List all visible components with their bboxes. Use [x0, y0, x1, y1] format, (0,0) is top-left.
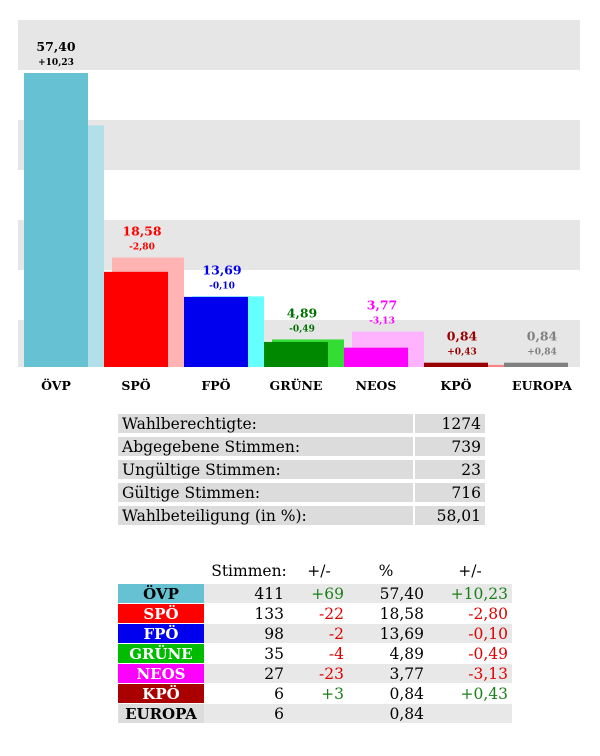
- pct-diff-cell: -0,49: [468, 644, 508, 663]
- pct-cell: 3,77: [344, 664, 428, 683]
- table-row: [118, 704, 512, 723]
- votes-cell: 411: [204, 584, 294, 603]
- results-table: [118, 558, 512, 724]
- header-pct-diff: +/-: [458, 562, 482, 580]
- votes-diff-cell: +3: [321, 684, 344, 703]
- party-name-cell: GRÜNE: [118, 644, 204, 663]
- stats-row: [118, 506, 485, 525]
- tick-label: EUROPA: [512, 378, 572, 393]
- bar-current: [424, 363, 488, 367]
- votes-cell: 133: [254, 604, 284, 623]
- change-label: +10,23: [38, 58, 74, 68]
- tick-label: GRÜNE: [269, 378, 323, 393]
- pct-diff-cell: -0,10: [428, 624, 512, 643]
- bar-current: [184, 297, 248, 367]
- stats-label: Wahlbeteiligung (in %):: [118, 506, 413, 525]
- stats-label: Ungültige Stimmen:: [118, 460, 413, 479]
- change-label: -0,49: [289, 324, 315, 335]
- pct-cell: 0,84: [389, 684, 424, 703]
- data-label: 13,69: [202, 262, 242, 278]
- bar-current: [504, 363, 568, 367]
- table-row: [118, 584, 512, 603]
- votes-diff-cell: -22: [319, 604, 344, 623]
- grid-band: [18, 20, 580, 70]
- stats-value: 1274: [415, 414, 485, 433]
- stats-table: [118, 410, 485, 529]
- bar-current: [24, 73, 88, 367]
- votes-cell: 98: [204, 624, 294, 643]
- tick-label: SPÖ: [121, 378, 151, 393]
- party-name-cell: KPÖ: [118, 684, 204, 703]
- data-label: 0,84: [446, 328, 478, 344]
- change-label: +0,84: [527, 347, 557, 358]
- pct-diff-cell: +0,43: [460, 684, 508, 703]
- votes-diff-cell: [294, 704, 344, 723]
- header-diff: +/-: [307, 562, 331, 580]
- header-party: [118, 559, 204, 583]
- pct-diff-cell: +10,23: [428, 584, 512, 603]
- change-label: -3,13: [369, 316, 395, 327]
- stats-row: [118, 483, 485, 502]
- stats-value: 58,01: [415, 506, 485, 525]
- change-label: -2,80: [129, 242, 155, 253]
- votes-diff-cell: -2: [294, 624, 344, 643]
- votes-cell: 35: [264, 644, 284, 663]
- tick-label: NEOS: [355, 378, 397, 393]
- data-label: 57,40: [36, 39, 76, 54]
- pct-cell: 13,69: [344, 624, 428, 643]
- pct-cell: 0,84: [344, 704, 428, 723]
- votes-cell: 6: [274, 684, 284, 703]
- table-row: [118, 664, 512, 683]
- bar-current: [264, 342, 328, 367]
- pct-cell: 4,89: [389, 644, 424, 663]
- pct-diff-cell: [428, 704, 512, 723]
- party-name-cell: ÖVP: [118, 584, 204, 603]
- stats-label: Abgegebene Stimmen:: [118, 437, 413, 456]
- tick-label: KPÖ: [440, 378, 472, 393]
- stats-label: Wahlberechtigte:: [118, 414, 413, 433]
- change-label: +0,43: [447, 347, 477, 358]
- table-row: [118, 604, 512, 623]
- stats-row: [118, 460, 485, 479]
- pct-diff-cell: -2,80: [468, 604, 508, 623]
- pct-cell: 57,40: [344, 584, 428, 603]
- data-label: 0,84: [526, 328, 558, 344]
- data-label: 3,77: [366, 297, 398, 313]
- votes-diff-cell: -4: [328, 644, 344, 663]
- party-name-cell: FPÖ: [118, 624, 204, 643]
- table-row: [118, 684, 512, 703]
- tick-label: FPÖ: [201, 378, 231, 393]
- votes-cell: 27: [204, 664, 294, 683]
- stats-row: [118, 414, 485, 433]
- party-name-cell: EUROPA: [118, 704, 204, 723]
- stats-value: 739: [415, 437, 485, 456]
- votes-diff-cell: -23: [294, 664, 344, 683]
- results-header-row: [118, 559, 512, 583]
- change-label: -0,10: [209, 281, 235, 292]
- stats-value: 23: [415, 460, 485, 479]
- data-label: 18,58: [122, 223, 162, 239]
- votes-diff-cell: +69: [294, 584, 344, 603]
- bar-current: [344, 348, 408, 367]
- party-name-cell: SPÖ: [118, 604, 204, 623]
- stats-row: [118, 437, 485, 456]
- stats-label: Gültige Stimmen:: [118, 483, 413, 502]
- table-row: [118, 644, 512, 663]
- table-row: [118, 624, 512, 643]
- bar-current: [104, 272, 168, 367]
- party-name-cell: NEOS: [118, 664, 204, 683]
- pct-diff-cell: -3,13: [428, 664, 512, 683]
- header-votes: Stimmen:: [211, 562, 287, 580]
- pct-cell: 18,58: [379, 604, 424, 623]
- votes-cell: 6: [204, 704, 294, 723]
- header-pct: %: [378, 562, 394, 580]
- tick-label: ÖVP: [41, 378, 71, 393]
- stats-value: 716: [415, 483, 485, 502]
- data-label: 4,89: [286, 305, 318, 321]
